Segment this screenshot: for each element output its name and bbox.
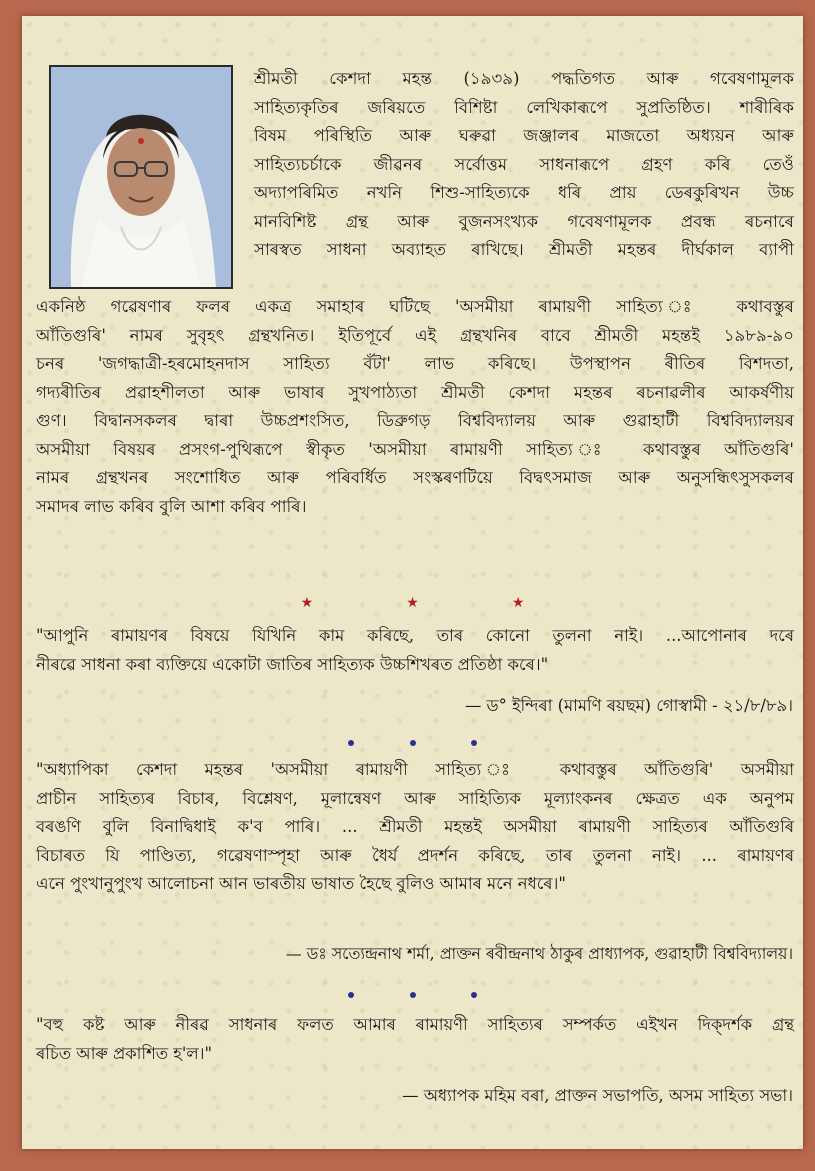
bullet-dot-icon: [410, 740, 416, 746]
bio-line: বিষম পৰিস্থিতি আৰু ঘৰুৱা জঞ্জালৰ মাজতো অধ্যয়ন আৰু: [254, 126, 794, 145]
bio-line: গুণ। বিদ্বানসকলৰ দ্বাৰা উচ্চপ্ৰশংসিত, ডিব্ৰুগড় বিশ্ববিদ্যালয় আৰু গুৱাহাটী বিশ্ববিদ্যালয়ৰ: [36, 411, 794, 430]
quote-3-attribution: — অধ্যাপক মহিম বৰা, প্ৰাক্তন সভাপতি, অসম সাহিত্য সভা।: [402, 1086, 793, 1105]
bio-line: সাহিত্যকৃতিৰ জৰিয়তে বিশিষ্টা লেখিকাৰূপে সুপ্ৰতিষ্ঠিত। শাৰীৰিক: [254, 97, 794, 117]
quote-line: এনে পুংখানুপুংখ আলোচনা আন ভাৰতীয় ভাষাত হৈছে বুলিও আমাৰ মনে নধৰে।": [36, 874, 566, 893]
bio-line: চনৰ 'জগদ্ধাত্ৰী-হৰমোহনদাস সাহিত্য বঁটা' লাভ কৰিছে। উপস্থাপন ৰীতিৰ বিশদতা,: [36, 354, 794, 373]
quote-line: নীৰৱে সাধনা কৰা ব্যক্তিয়ে একোটা জাতিৰ সাহিত্যক উচ্চশিখৰত প্ৰতিষ্ঠা কৰে।": [36, 654, 549, 674]
star-icon: ★: [300, 595, 314, 611]
bio-line: আঁতিগুৰি' নামৰ সুবৃহৎ গ্ৰন্থখনিত। ইতিপূৰ্বে এই গ্ৰন্থখনিৰ বাবে শ্ৰীমতী মহন্তই ১৯৮৯-৯০: [36, 325, 794, 345]
quote-line: প্ৰাচীন সাহিত্যৰ বিচাৰ, বিশ্লেষণ, মূলান্বেষণ আৰু সাহিত্যিক মূল্যাংকনৰ ক্ষেত্ৰত এক অনুপম: [36, 788, 794, 808]
bio-line: অসমীয়া বিষয়ৰ প্ৰসংগ-পুথিৰূপে স্বীকৃত 'অসমীয়া ৰামায়ণী সাহিত্য ঃ কথাবস্তুৰ আঁতিগুৰি': [36, 439, 794, 459]
bullet-dot-icon: [410, 992, 416, 998]
dot-separator: [22, 732, 803, 751]
quote-line: বৰঙণি বুলি বিনাদ্বিধাই ক'ব পাৰি। ... শ্ৰীমতী মহন্তই অসমীয়া ৰামায়ণী সাহিত্যৰ আঁতিগুৰি: [36, 817, 794, 836]
bio-line: নামৰ গ্ৰন্থখনৰ সংশোধিত আৰু পৰিবৰ্ধিত সংস্কৰণটিয়ে বিদ্বৎসমাজ আৰু অনুসন্ধিৎসুসকলৰ: [36, 468, 794, 487]
quote-1: [36, 622, 794, 679]
bio-line: একনিষ্ঠ গৱেষণাৰ ফলৰ একত্ৰ সমাহাৰ ঘটিছে 'অসমীয়া ৰামায়ণী সাহিত্য ঃ কথাবস্তুৰ: [36, 297, 794, 316]
bullet-dot-icon: [471, 992, 477, 998]
author-bio-top: [254, 65, 794, 265]
dot-separator: [22, 984, 803, 1003]
bio-line: গদ্যৰীতিৰ প্ৰৱাহশীলতা আৰু ভাষাৰ সুখপাঠ্যতা শ্ৰীমতী কেশদা মহন্তৰ ৰচনাৱলীৰ আকৰ্ষণীয়: [36, 382, 794, 402]
quote-line: "অধ্যাপিকা কেশদা মহন্তৰ 'অসমীয়া ৰামায়ণী সাহিত্য ঃ কথাবস্তুৰ আঁতিগুৰি' অসমীয়া: [36, 760, 794, 779]
bio-line: সাহিত্যচৰ্চাকে জীৱনৰ সৰ্বোত্তম সাধনাৰূপে গ্ৰহণ কৰি তেওঁ: [254, 154, 794, 174]
bio-line: শ্ৰীমতী কেশদা মহন্ত (১৯৩৯) পদ্ধতিগত আৰু গবেষণামূলক: [254, 69, 794, 88]
quote-line: বিচাৰত যি পাণ্ডিত্য, গৱেষণাস্পৃহা আৰু ধৈৰ্য প্ৰদৰ্শন কৰিছে, তাৰ তুলনা নাই। ... ৰামায়ণৰ: [36, 845, 794, 865]
bio-line: অদ্যাপৰিমিত নখনি শিশু-সাহিত্যকে ধৰি প্ৰায় ডেৰকুৰিখন উচ্চ: [254, 183, 794, 202]
quote-1-attribution: — ড° ইন্দিৰা (মামণি ৰয়ছম) গোস্বামী - ২১/৮/৮৯।: [464, 696, 793, 715]
quote-line: "বহু কষ্ট আৰু নীৰৱ সাধনাৰ ফলত আমাৰ ৰামায়ণী সাহিত্যৰ সম্পৰ্কত এইখন দিক্দৰ্শক গ্ৰন্থ: [36, 1015, 794, 1034]
author-bio-bottom: [36, 293, 794, 521]
bio-line: সাৰস্বত সাধনা অব্যাহত ৰাখিছে। শ্ৰীমতী মহন্তৰ দীৰ্ঘকাল ব্যাপী: [254, 240, 794, 259]
author-portrait-image: [51, 67, 231, 287]
bio-line: সমাদৰ লাভ কৰিব বুলি আশা কৰিব পাৰি।: [36, 496, 307, 516]
bio-line: মানবিশিষ্ট গ্ৰন্থ আৰু বুজনসংখ্যক গবেষণামূলক প্ৰবন্ধ ৰচনাৰে: [254, 211, 794, 231]
star-icon: ★: [511, 595, 525, 611]
star-separator: [22, 592, 803, 611]
quote-3: [36, 1011, 794, 1068]
star-icon: ★: [406, 595, 419, 611]
bullet-dot-icon: [471, 740, 477, 746]
bullet-dot-icon: [348, 992, 354, 998]
bullet-dot-icon: [348, 740, 354, 746]
quote-2-attribution: — ডঃ সত্যেন্দ্ৰনাথ শৰ্মা, প্ৰাক্তন ৰবীন্দ্ৰনাথ ঠাকুৰ প্ৰাধ্যাপক, গুৱাহাটী বিশ্ববিদ্যালয়।: [285, 944, 793, 963]
book-back-cover: [22, 16, 803, 1149]
author-photo: [49, 65, 233, 289]
quote-line: "আপুনি ৰামায়ণৰ বিষয়ে যিখিনি কাম কৰিছে, তাৰ কোনো তুলনা নাই। ...আপোনাৰ দৰে: [36, 626, 794, 645]
quote-2: [36, 756, 794, 899]
quote-line: ৰচিত আৰু প্ৰকাশিত হ'ল।": [36, 1043, 213, 1063]
